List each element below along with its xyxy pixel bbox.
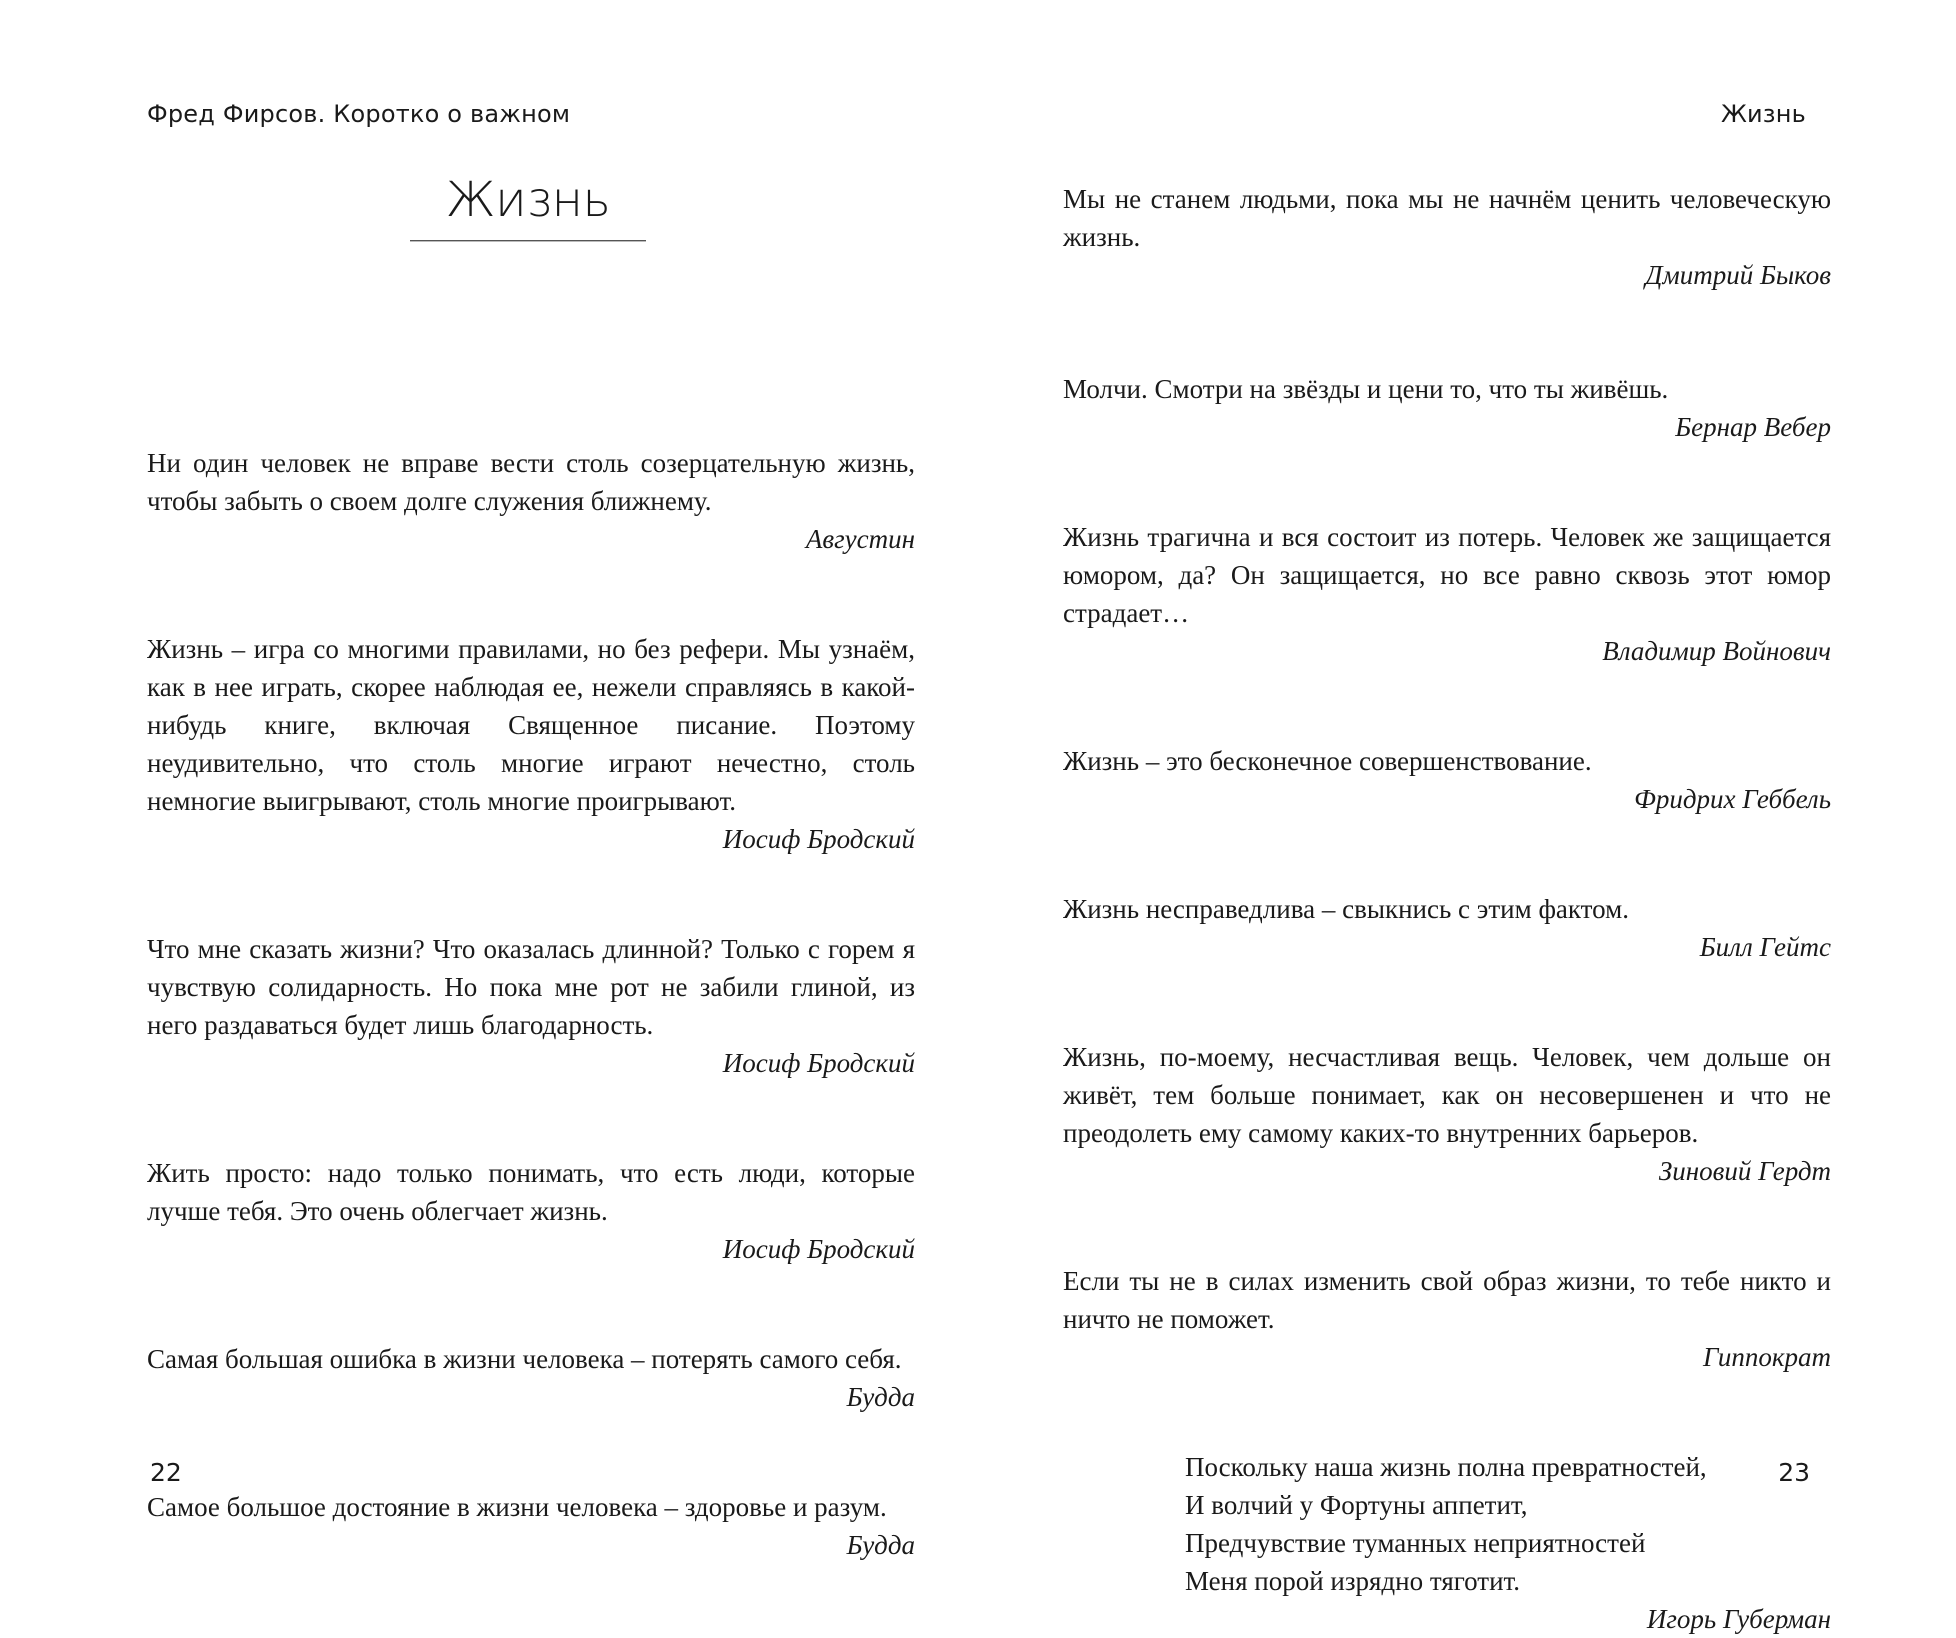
- running-header-left: Фред Фирсов. Коротко о важном: [147, 100, 571, 128]
- quote: [147, 1340, 915, 1416]
- quote-author: Бернар Вебер: [1675, 412, 1831, 442]
- quote-text: Жизнь трагична и вся состоит из потерь. Человек же защищается юмором, да? Он защищается, но все равно сквозь этот юмор страдает…: [1063, 522, 1831, 628]
- quote-text: Самое большое достояние в жизни человека – здоровье и разум.: [147, 1492, 887, 1522]
- quote-author: Будда: [846, 1382, 915, 1412]
- quote-author: Иосиф Бродский: [722, 824, 915, 854]
- quote-text: Жизнь – это бесконечное совершенствование.: [1063, 746, 1592, 776]
- quote: [1063, 1262, 1831, 1376]
- quote-text: Мы не станем людьми, пока мы не начнём ценить человеческую жизнь.: [1063, 184, 1831, 252]
- quote: [147, 630, 915, 858]
- quote-author: Игорь Губерман: [1646, 1604, 1831, 1634]
- quote-text: Жизнь – игра со многими правилами, но без рефери. Мы узнаём, как в нее играть, скорее наблюдая ее, нежели справляясь в какой-нибудь книге, включая Священное писание. Поэтому неудивительно, что столь многие играют нечестно, столь немногие выигрывают, столь многие проигрывают.: [147, 634, 915, 816]
- quote: [1063, 180, 1831, 294]
- quote-list-left: [147, 444, 915, 1564]
- chapter-title: Жизнь: [445, 172, 611, 228]
- quote: [1063, 742, 1831, 818]
- quote-text: Жизнь, по-моему, несчастливая вещь. Человек, чем дольше он живёт, тем больше понимает, как он несовершенен и что не преодолеть ему самому каких-то внутренних барьеров.: [1063, 1042, 1831, 1148]
- poem-line: И волчий у Фортуны аппетит,: [1185, 1490, 1528, 1520]
- quote-author: Фридрих Геббель: [1634, 784, 1831, 814]
- poem-line: Предчувствие туманных неприятностей: [1185, 1528, 1646, 1558]
- running-header-right: Жизнь: [1720, 100, 1806, 128]
- page-number-left: 22: [150, 1458, 182, 1487]
- quote-author: Будда: [846, 1530, 915, 1560]
- quote-text: Молчи. Смотри на звёзды и цени то, что ты живёшь.: [1063, 374, 1669, 404]
- quote-text: Ни один человек не вправе вести столь созерцательную жизнь, чтобы забыть о своем долге служения ближнему.: [147, 448, 915, 516]
- poem-quote: [1063, 1448, 1831, 1638]
- quote-author: Иосиф Бродский: [722, 1048, 915, 1078]
- quote-author: Билл Гейтс: [1699, 932, 1831, 962]
- quote-list-right: [1063, 180, 1831, 1638]
- quote: [1063, 890, 1831, 966]
- title-underline: [410, 240, 646, 241]
- quote-author: Августин: [805, 524, 915, 554]
- quote: [147, 930, 915, 1082]
- quote-text: Что мне сказать жизни? Что оказалась длинной? Только с горем я чувствую солидарность. Но пока мне рот не забили глиной, из него раздаваться будет лишь благодарность.: [147, 934, 915, 1040]
- quote-text: Жизнь несправедлива – свыкнись с этим фактом.: [1063, 894, 1629, 924]
- left-page: [0, 0, 978, 1573]
- quote: [1063, 518, 1831, 670]
- poem-line: Поскольку наша жизнь полна превратностей,: [1185, 1452, 1707, 1482]
- quote: [1063, 370, 1831, 446]
- quote: [1063, 1038, 1831, 1190]
- quote-author: Дмитрий Быков: [1645, 260, 1831, 290]
- page-number-right: 23: [1778, 1458, 1810, 1487]
- poem-line: Меня порой изрядно тяготит.: [1185, 1566, 1521, 1596]
- right-page: [978, 0, 1956, 1634]
- quote-author: Владимир Войнович: [1602, 636, 1831, 666]
- quote-author: Гиппократ: [1703, 1342, 1831, 1372]
- quote: [147, 444, 915, 558]
- quote: [147, 1154, 915, 1268]
- poem: [1185, 1448, 1831, 1600]
- quote-author: Зиновий Гердт: [1658, 1156, 1831, 1186]
- quote-text: Самая большая ошибка в жизни человека – потерять самого себя.: [147, 1344, 902, 1374]
- quote-text: Жить просто: надо только понимать, что есть люди, которые лучше тебя. Это очень облегчает жизнь.: [147, 1158, 915, 1226]
- quote-author: Иосиф Бродский: [722, 1234, 915, 1264]
- quote: [147, 1488, 915, 1564]
- quote-text: Если ты не в силах изменить свой образ жизни, то тебе никто и ничто не поможет.: [1063, 1266, 1831, 1334]
